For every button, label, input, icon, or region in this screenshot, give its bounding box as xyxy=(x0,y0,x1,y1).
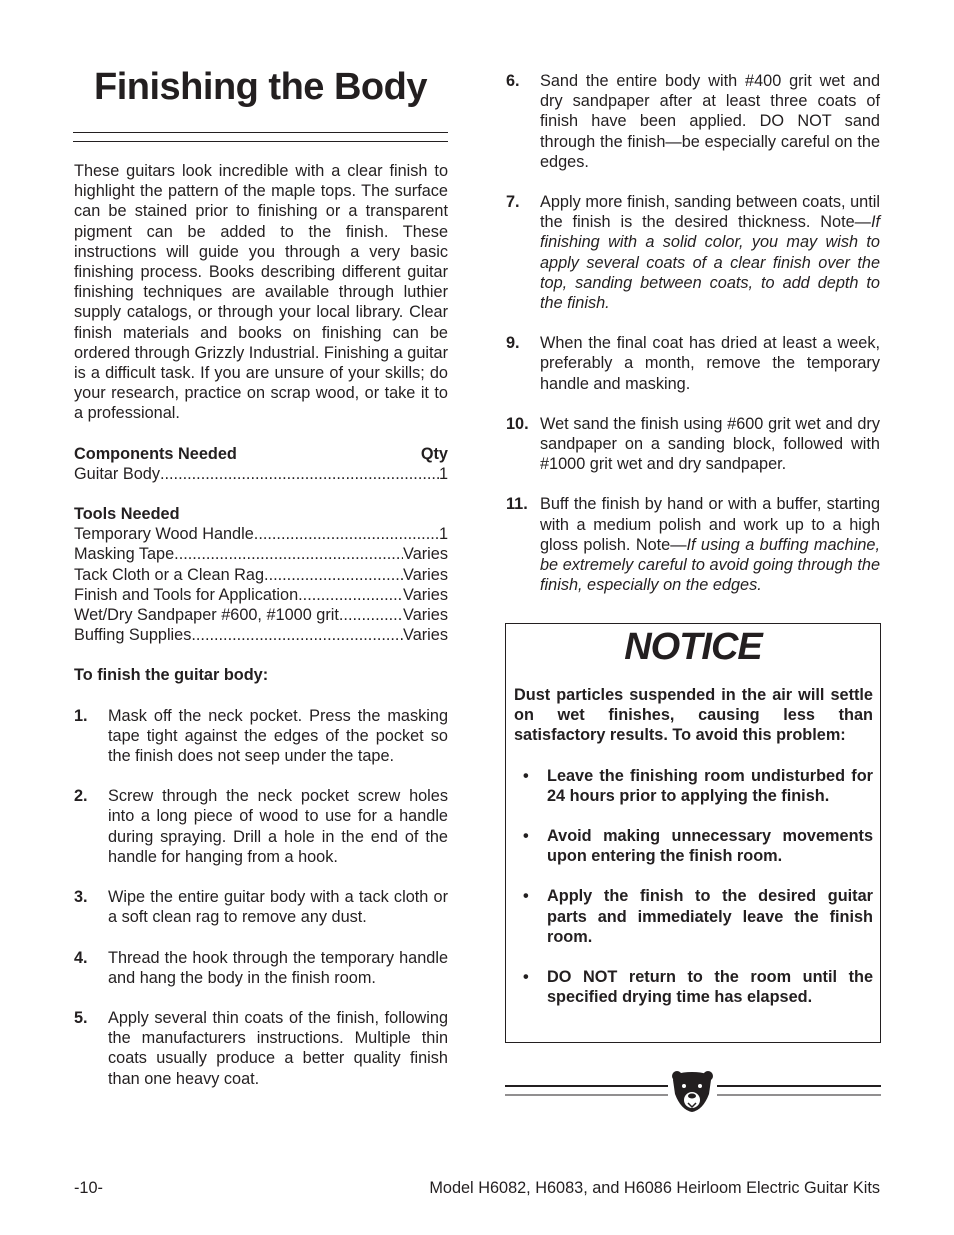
notice-bullet: • Leave the finishing room undisturbed for 24 hours prior to applying the finish. xyxy=(523,766,873,805)
title-rule-bottom xyxy=(73,141,448,142)
step-note: If using a buffing machine, be extremely careful to avoid going through the finish, especially on the edges. xyxy=(540,535,880,595)
step-item: 7. Apply more finish, sanding between coats, until the finish is the desired thickness. Note—If finishing with a solid color, you may wish to apply several coats of a clear finish over the top, sanding between coats, to add depth to the finish. xyxy=(506,193,880,313)
intro-paragraph: These guitars look incredible with a clear finish to highlight the pattern of the maple tops. The surface can be stained prior to finishing or a transparent pigment can be added to the finish. These instructions will guide you through a very basic finishing process. Books describing different guitar finishing techniques are available through luthier supply catalogs, or through your local library. Clear finish materials and books on finishing can be ordered through Grizzly Industrial. Finishing a guitar is a difficult task. If you are unsure of your skills; do your research, practice on scrap wood, or take it to a professional. xyxy=(74,162,448,423)
tools-heading: Tools Needed xyxy=(74,505,180,524)
tool-item: Tack Cloth or a Clean Rag ..... Varies xyxy=(74,565,448,585)
step-item: 4. Thread the hook through the temporary handle and hang the body in the finish room. xyxy=(74,948,448,987)
components-header xyxy=(74,444,448,464)
notice-bullet: • DO NOT return to the room until the specified drying time has elapsed. xyxy=(523,968,873,1007)
components-heading: Components Needed xyxy=(74,444,237,463)
footer-model: Model H6082, H6083, and H6086 Heirloom Electric Guitar Kits xyxy=(429,1179,880,1197)
step-item: 11. Buff the finish by hand or with a buffer, starting with a medium polish and work up to a high gloss polish. Note—If using a buffing machine, be extremely careful to avoid going through the finish, especially on the edges. xyxy=(506,495,880,595)
right-column xyxy=(506,71,880,595)
component-item: Guitar Body ..... 1 xyxy=(74,464,448,484)
notice-body xyxy=(514,685,873,1007)
tool-item: Wet/Dry Sandpaper #600, #1000 grit ..... Varies xyxy=(74,605,448,625)
bear-head-icon xyxy=(505,1068,881,1114)
step-item: 6. Sand the entire body with #400 grit wet and dry sandpaper after at least three coats of finish have been applied. DO NOT sand through the finish—be especially careful on the edges. xyxy=(506,72,880,171)
qty-heading: Qty xyxy=(420,444,448,463)
step-item: 5. Apply several thin coats of the finish, following the manufacturers instructions. Multiple thin coats usually produce a better quality finish than one heavy coat. xyxy=(74,1008,448,1088)
notice-bullet: • Apply the finish to the desired guitar parts and immediately leave the finish room. xyxy=(523,887,873,946)
logo-divider xyxy=(505,1068,881,1114)
step-item: 1. Mask off the neck pocket. Press the masking tape tight against the edges of the pocket so the finish does not seep under the tape. xyxy=(74,706,448,766)
page-title: Finishing the Body xyxy=(94,66,427,108)
page-number: -10- xyxy=(74,1179,103,1197)
tool-item: Temporary Wood Handle ..... 1 xyxy=(74,524,448,544)
notice-title: NOTICE xyxy=(624,626,762,668)
step-item: 10. Wet sand the finish using #600 grit wet and dry sandpaper on a sanding block, followed with #1000 grit wet and dry sandpaper. xyxy=(506,414,880,474)
step-item: 9. When the final coat has dried at least a week, preferably a month, remove the temporary handle and masking. xyxy=(506,334,880,393)
title-rule-top xyxy=(73,132,448,133)
notice-box xyxy=(505,623,881,1043)
tools-section xyxy=(74,504,448,645)
left-column xyxy=(74,161,448,1089)
notice-bullet: • Avoid making unnecessary movements upon entering the finish room. xyxy=(523,827,873,866)
tool-item: Masking Tape ..... Varies xyxy=(74,544,448,564)
step-item: 2. Screw through the neck pocket screw holes into a long piece of wood to use for a handle during spraying. Drill a hole in the end of the handle for hanging from a hook. xyxy=(74,787,448,866)
components-section xyxy=(74,444,448,484)
procedure-heading: To finish the guitar body: xyxy=(74,666,269,685)
tool-item: Finish and Tools for Application ..... Varies xyxy=(74,585,448,605)
step-note: If finishing with a solid color, you may wish to apply several coats of a clear finish over the top, sanding between coats, to add depth to the finish. xyxy=(540,213,880,313)
step-item: 3. Wipe the entire guitar body with a tack cloth or a soft clean rag to remove any dust. xyxy=(74,888,448,927)
notice-intro: Dust particles suspended in the air will settle on wet finishes, causing less than satisfactory results. To avoid this problem: xyxy=(514,686,873,745)
tool-item: Buffing Supplies ..... Varies xyxy=(74,625,448,645)
